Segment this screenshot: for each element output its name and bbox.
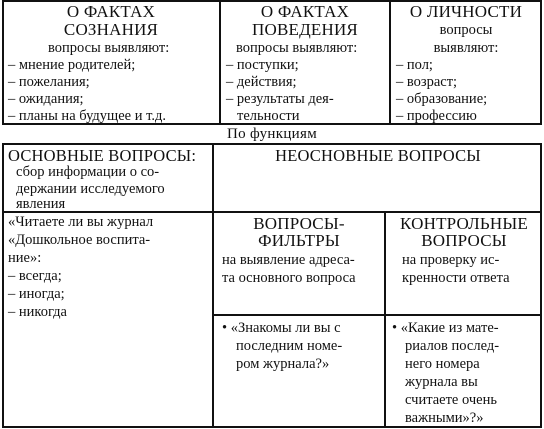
main-example-line: ние»: [8, 250, 42, 266]
filters-example-line: • «Знакомы ли вы с [222, 320, 341, 336]
consciousness-item: – пожелания; [8, 74, 90, 90]
consciousness-intro: вопросы выявляют: [48, 40, 170, 56]
filters-desc: на выявление адреса- [222, 252, 355, 268]
consciousness-item: – планы на будущее и т.д. [8, 108, 166, 124]
control-example-line: • «Какие из мате- [392, 320, 499, 336]
bottom-vertical-main [212, 143, 214, 428]
behavior-item: – действия; [226, 74, 297, 90]
person-title: О ЛИЧНОСТИ [409, 2, 523, 21]
behavior-title-line-1: О ФАКТАХ [260, 2, 350, 21]
main-option: – всегда; [8, 268, 62, 284]
control-desc: кренности ответа [402, 270, 510, 286]
control-desc: на проверку ис- [402, 252, 500, 268]
secondary-questions-title: НЕОСНОВНЫЕ ВОПРОСЫ [275, 146, 481, 165]
consciousness-title-line-1: О ФАКТАХ [66, 2, 156, 21]
person-item: – профессию [396, 108, 477, 124]
filters-title-line-2: ФИЛЬТРЫ [258, 231, 340, 250]
main-example-line: «Дошкольное воспита- [8, 232, 151, 248]
main-questions-desc: сбор информации о со- [16, 164, 160, 180]
person-item: – пол; [396, 57, 433, 73]
main-example-line: «Читаете ли вы журнал [8, 214, 154, 230]
main-option: – никогда [8, 304, 67, 320]
control-example-line: считаете очень [405, 392, 497, 408]
filters-title-line-1: ВОПРОСЫ- [253, 214, 345, 233]
control-example-line: журнала вы [405, 374, 478, 390]
person-intro-line-2: выявляют: [433, 40, 499, 56]
control-title-line-1: КОНТРОЛЬНЫЕ [400, 214, 528, 233]
consciousness-item: – мнение родителей; [8, 57, 136, 73]
consciousness-item: – ожидания; [8, 91, 84, 107]
control-example-line: риалов послед- [405, 338, 500, 354]
filters-example-line: ром журнала?» [236, 356, 330, 372]
main-questions-desc: явления [16, 196, 66, 212]
top-divider-1 [219, 0, 221, 125]
top-divider-2 [389, 0, 391, 125]
bottom-horizontal-main [2, 211, 542, 213]
consciousness-title-line-2: СОЗНАНИЯ [63, 20, 159, 39]
person-intro-line-1: вопросы [439, 22, 493, 38]
main-questions-title: ОСНОВНЫЕ ВОПРОСЫ: [8, 146, 197, 165]
control-example-line: него номера [405, 356, 480, 372]
filters-example-line: последним номе- [236, 338, 343, 354]
control-example-line: важными»?» [405, 410, 484, 426]
behavior-item: тельности [237, 108, 300, 124]
main-option: – иногда; [8, 286, 65, 302]
behavior-title-line-2: ПОВЕДЕНИЯ [252, 20, 358, 39]
person-item: – возраст; [396, 74, 458, 90]
section-label: По функциям [227, 126, 317, 142]
secondary-inner-divider [212, 314, 542, 316]
main-questions-desc: держании исследуемого [16, 181, 165, 197]
behavior-intro: вопросы выявляют: [236, 40, 358, 56]
behavior-item: – результаты дея- [226, 91, 334, 107]
behavior-item: – поступки; [226, 57, 299, 73]
filters-desc: та основного вопроса [222, 270, 356, 286]
person-item: – образование; [396, 91, 488, 107]
control-title-line-2: ВОПРОСЫ [421, 231, 507, 250]
